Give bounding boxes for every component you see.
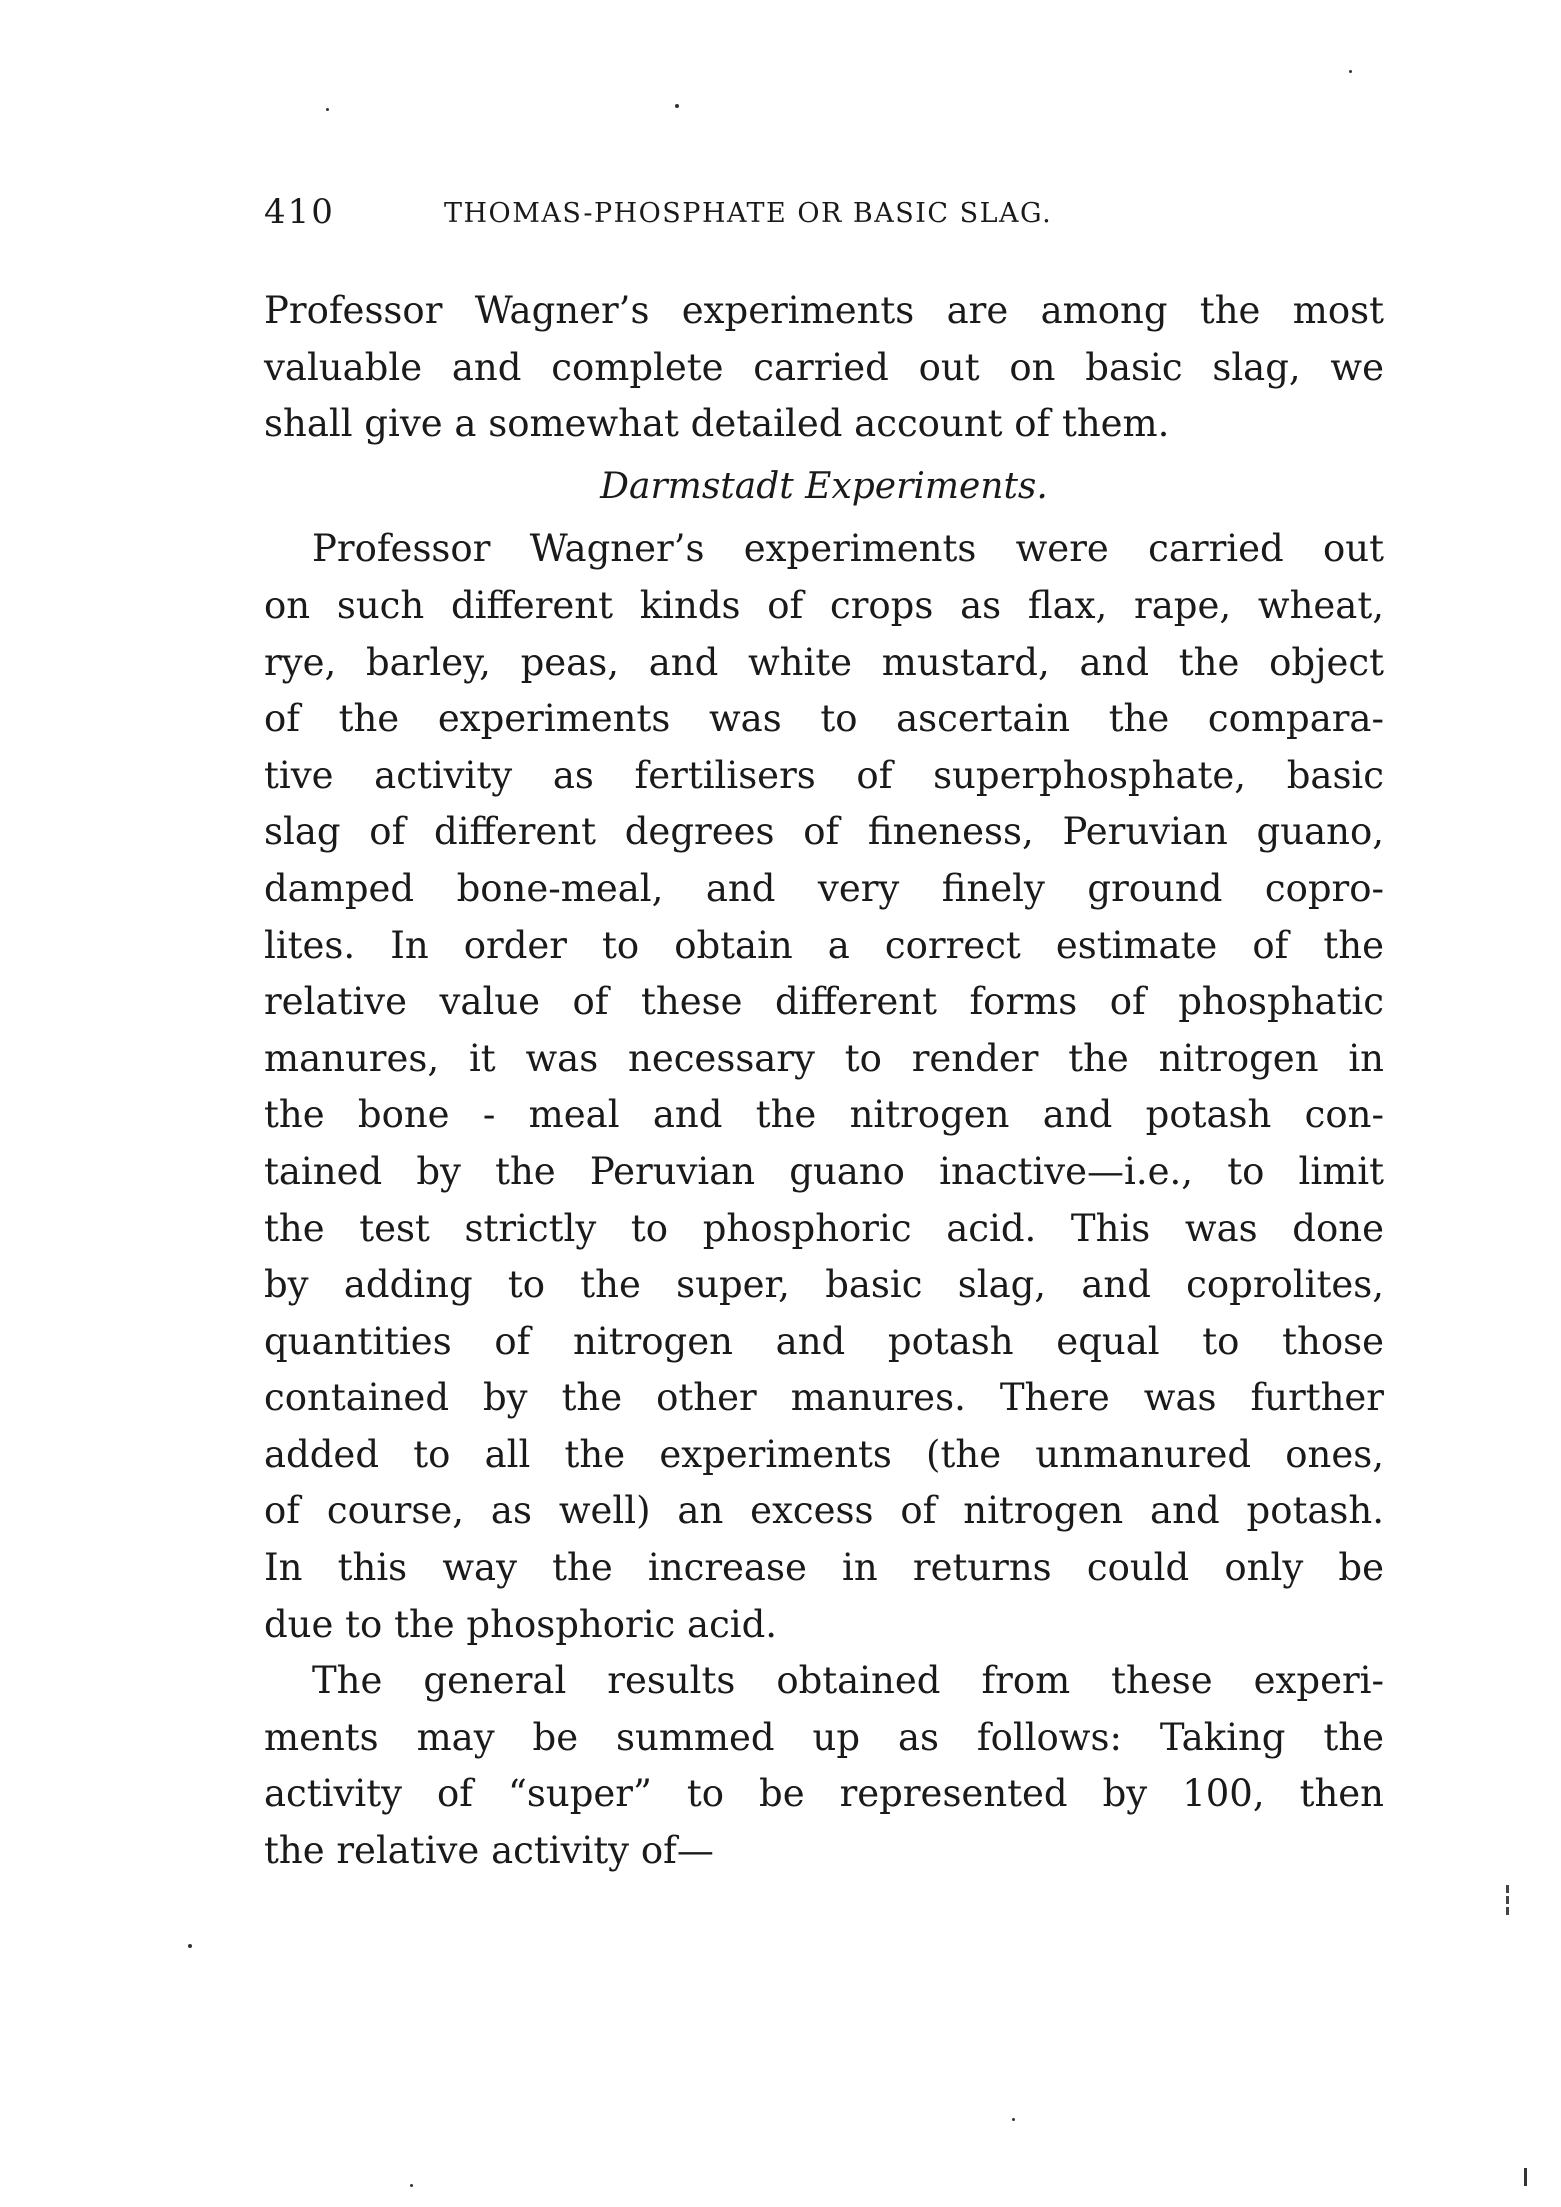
scan-speck [675, 104, 679, 108]
paragraph-experiments [264, 521, 1384, 1653]
text-line: on such different kinds of crops as flax, rape, wheat, [264, 583, 1384, 627]
text-line: contained by the other manures. There was further [264, 1376, 1384, 1420]
text-line: by adding to the super, basic slag, and coprolites, [264, 1263, 1384, 1307]
text-line: relative value of these different forms of phosphatic [264, 980, 1384, 1024]
text-line: In this way the increase in returns could only be [264, 1546, 1384, 1590]
text-line: quantities of nitrogen and potash equal to those [264, 1319, 1384, 1363]
scan-speck [1349, 70, 1352, 73]
text-line: lites. In order to obtain a correct estimate of the [264, 923, 1384, 967]
text-line: the bone - meal and the nitrogen and potash con- [264, 1093, 1384, 1137]
section-heading: Darmstadt Experiments. [600, 465, 1048, 507]
text-line: valuable and complete carried out on basic slag, we [264, 345, 1384, 389]
text-line: of course, as well) an excess of nitrogen and potash. [264, 1489, 1384, 1533]
text-line: ments may be summed up as follows: Taking the [264, 1715, 1384, 1759]
page-number: 410 [264, 192, 335, 232]
text-line: activity of “super” to be represented by 100, then [264, 1772, 1384, 1816]
text-line: due to the phosphoric acid. [264, 1602, 778, 1646]
text-line: manures, it was necessary to render the nitrogen in [264, 1036, 1384, 1080]
paragraph-intro [264, 283, 1384, 453]
text-line: slag of different degrees of fineness, Peruvian guano, [264, 810, 1384, 854]
running-head [264, 192, 1364, 242]
text-line: the relative activity of— [264, 1829, 714, 1873]
scan-speck [410, 2184, 413, 2187]
text-line: Professor Wagner’s experiments are among the most [264, 289, 1384, 332]
body-text [264, 283, 1384, 1880]
margin-mark [1503, 1882, 1513, 1926]
text-line: of the experiments was to ascertain the compara- [264, 697, 1384, 741]
text-line: shall give a somewhat detailed account of them. [264, 402, 1170, 446]
bottom-tick-mark [1524, 2168, 1527, 2186]
text-line: added to all the experiments (the unmanured ones, [264, 1432, 1384, 1476]
text-line: the test strictly to phosphoric acid. This was done [264, 1206, 1384, 1250]
scan-speck [188, 1944, 192, 1948]
text-line: rye, barley, peas, and white mustard, and the object [264, 640, 1384, 684]
scan-speck [1012, 2118, 1015, 2121]
text-line: damped bone-meal, and very finely ground copro- [264, 866, 1384, 910]
paragraph-results [264, 1653, 1384, 1879]
text-line: Professor Wagner’s experiments were carried out [312, 527, 1384, 571]
text-line: tained by the Peruvian guano inactive—i.e., to limit [264, 1149, 1384, 1193]
running-title: THOMAS-PHOSPHATE OR BASIC SLAG. [444, 198, 1053, 229]
text-line: The general results obtained from these experi- [312, 1659, 1384, 1703]
scan-speck [326, 108, 329, 111]
text-line: tive activity as fertilisers of superphosphate, basic [264, 753, 1384, 797]
